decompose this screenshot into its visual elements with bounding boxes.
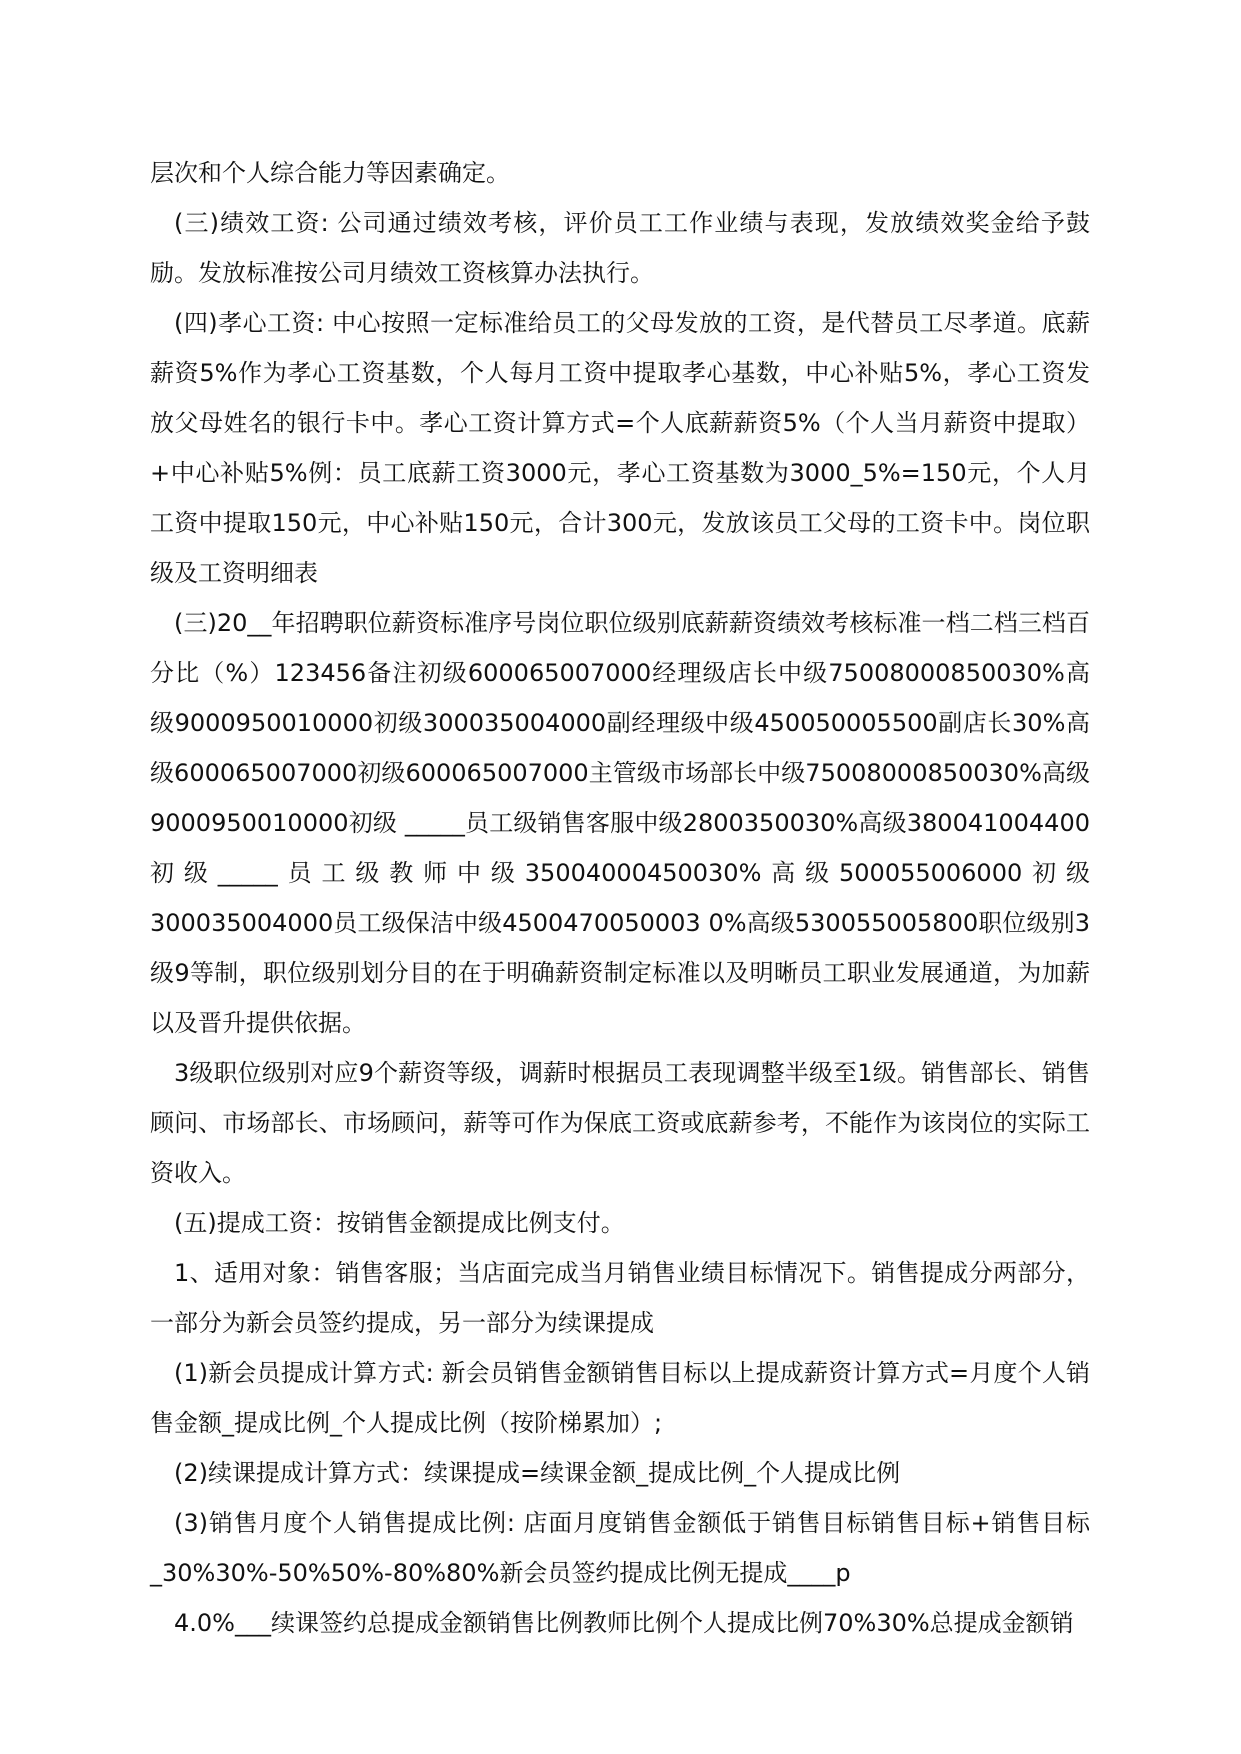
paragraph-1: 层次和个人综合能力等因素确定。 [150, 159, 510, 187]
paragraph-5: 3级职位级别对应9个薪资等级，调薪时根据员工表现调整半级至1级。销售部长、销售顾问、市场部长、市场顾问，薪等可作为保底工资或底薪参考，不能作为该岗位的实际工资收入。 [150, 1059, 1090, 1187]
paragraph-4: (三)20__年招聘职位薪资标准序号岗位职位级别底薪薪资绩效考核标准一档二档三档百分比（%）123456备注初级600065007000经理级店长中级75008000850030%高级9000950010000初级300035004000副经理级中级450050005500副店长30%高级600065007000初级600065007000主管级市场部长中级75008000850030%高级9000950010000初级 _____员工级销售客服中级2800350030%高级380041004400初级_____员工级教师中级35004000450030%高级500055006000初级300035004000员工级保洁中级4500470050003 0%高级530055005800职位级别3级9等制，职位级别划分目的在于明确薪资制定标准以及明晰员工职业发展通道，为加薪以及晋升提供依据。 [150, 609, 1090, 1037]
paragraph-7: 1、适用对象：销售客服；当店面完成当月销售业绩目标情况下。销售提成分两部分，一部分为新会员签约提成，另一部分为续课提成 [150, 1259, 1090, 1337]
paragraph-8: (1)新会员提成计算方式: 新会员销售金额销售目标以上提成薪资计算方式=月度个人销售金额_提成比例_个人提成比例（按阶梯累加）; [150, 1359, 1090, 1437]
paragraph-10: (3)销售月度个人销售提成比例: 店面月度销售金额低于销售目标销售目标+销售目标_30%30%-50%50%-80%80%新会员签约提成比例无提成____p [150, 1509, 1090, 1587]
paragraph-9: (2)续课提成计算方式：续课提成=续课金额_提成比例_个人提成比例 [174, 1459, 901, 1487]
paragraph-2: (三)绩效工资: 公司通过绩效考核，评价员工工作业绩与表现，发放绩效奖金给予鼓励。发放标准按公司月绩效工资核算办法执行。 [150, 209, 1090, 287]
paragraph-6: (五)提成工资：按销售金额提成比例支付。 [174, 1209, 625, 1237]
paragraph-3: (四)孝心工资: 中心按照一定标准给员工的父母发放的工资，是代替员工尽孝道。底薪薪资5%作为孝心工资基数，个人每月工资中提取孝心基数，中心补贴5%，孝心工资发放父母姓名的银行卡中。孝心工资计算方式=个人底薪薪资5%（个人当月薪资中提取）+中心补贴5%例：员工底薪工资3000元，孝心工资基数为3000_5%=150元，个人月工资中提取150元，中心补贴150元，合计300元，发放该员工父母的工资卡中。岗位职级及工资明细表 [150, 309, 1090, 587]
document-page [150, 148, 1090, 1648]
paragraph-11: 4.0%___续课签约总提成金额销售比例教师比例个人提成比例70%30%总提成金额销 [174, 1609, 1074, 1637]
